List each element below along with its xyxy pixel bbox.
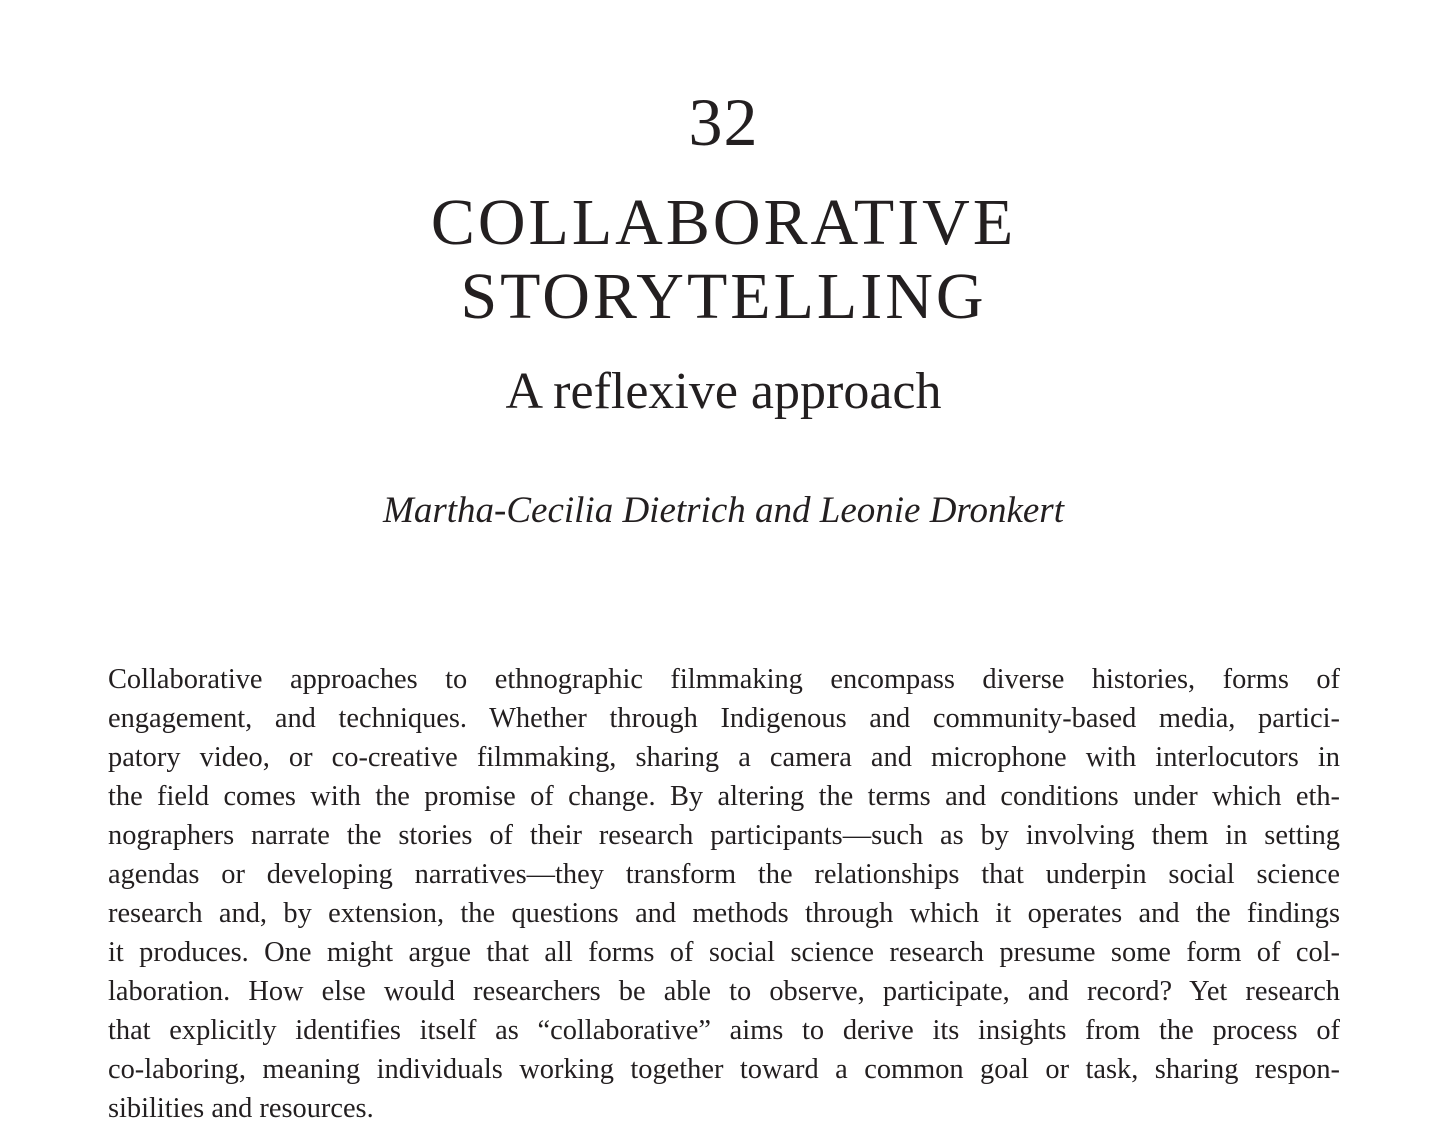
chapter-title — [0, 186, 1447, 334]
body-paragraph — [108, 660, 1340, 1128]
body-line: patory video, or co-creative filmmaking, sharing a camera and microphone with interlocutors in — [108, 742, 1340, 773]
chapter-subtitle: A reflexive approach — [505, 363, 942, 420]
chapter-title-line-2: STORYTELLING — [460, 260, 987, 333]
body-line: engagement, and techniques. Whether through Indigenous and community-based media, partici- — [108, 703, 1340, 734]
body-line: laboration. How else would researchers be able to observe, participate, and record? Yet research — [108, 976, 1340, 1007]
body-line: nographers narrate the stories of their research participants—such as by involving them in setting — [108, 820, 1340, 851]
chapter-title-line-1: COLLABORATIVE — [430, 186, 1017, 259]
body-line: Collaborative approaches to ethnographic filmmaking encompass diverse histories, forms of — [108, 664, 1340, 695]
body-line: the field comes with the promise of change. By altering the terms and conditions under which eth- — [108, 781, 1340, 812]
body-line: agendas or developing narratives—they transform the relationships that underpin social science — [108, 859, 1340, 890]
chapter-number: 32 — [688, 84, 759, 160]
body-line: sibilities and resources. — [108, 1093, 374, 1124]
body-line: co-laboring, meaning individuals working together toward a common goal or task, sharing respon- — [108, 1054, 1340, 1085]
body-line: that explicitly identifies itself as “collaborative” aims to derive its insights from the process of — [108, 1015, 1340, 1046]
body-line: research and, by extension, the questions and methods through which it operates and the findings — [108, 898, 1340, 929]
body-line: it produces. One might argue that all forms of social science research presume some form of col- — [108, 937, 1340, 968]
chapter-authors: Martha-Cecilia Dietrich and Leonie Dronkert — [383, 490, 1064, 531]
